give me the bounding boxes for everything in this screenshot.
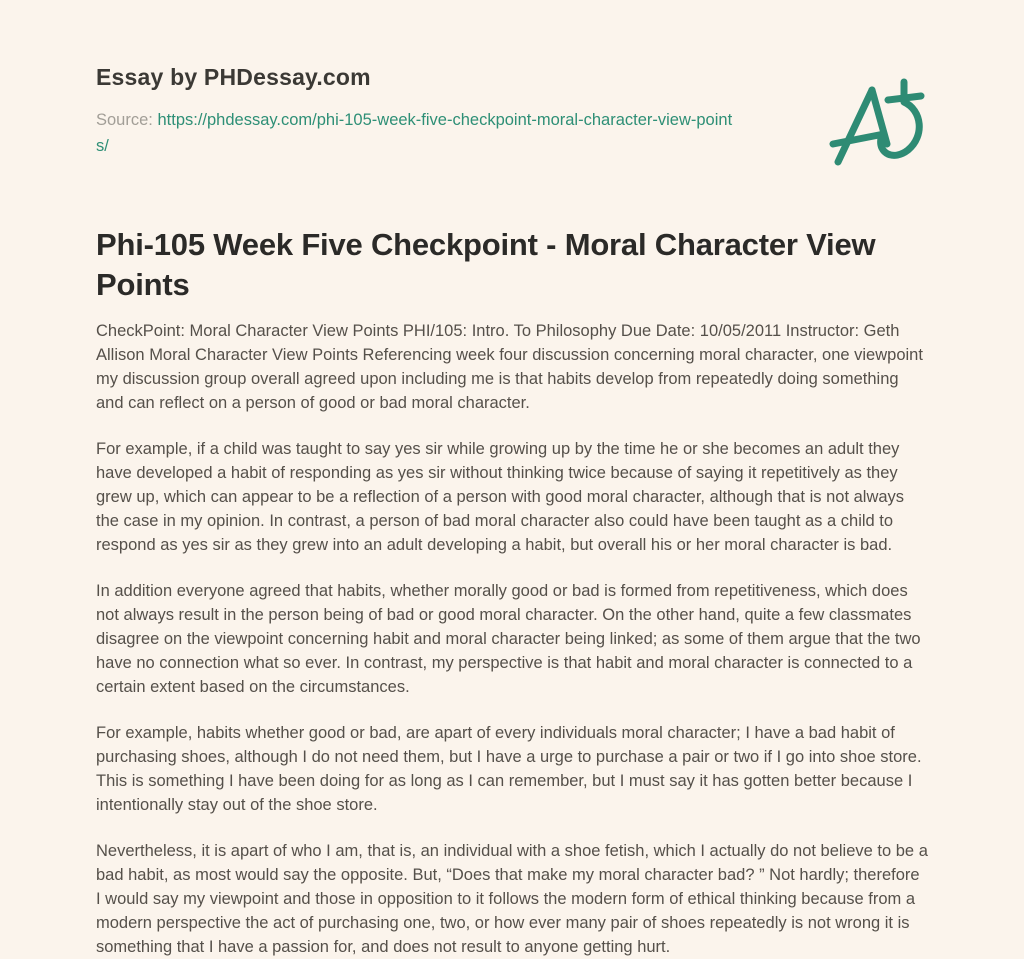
source-line (96, 107, 736, 159)
essay-paragraph: For example, if a child was taught to say yes sir while growing up by the time he or she becomes an adult they have developed a habit of responding as yes sir without thinking twice because of saying it repetitively as they grew up, which can appear to be a reflection of a person with good moral character, although that is not always the case in my opinion. In contrast, a person of bad moral character also could have been taught as a child to respond as yes sir as they grew into an adult developing a habit, but overall his or her moral character is bad. (96, 440, 905, 554)
site-header-title: Essay by PHDessay.com (96, 64, 371, 90)
essay-paragraph: Nevertheless, it is apart of who I am, that is, an individual with a shoe fetish, which I actually do not believe to be a bad habit, as most would say the opposite. But, “Does that make my moral character bad? ” Not hardly; therefore I would say my viewpoint and those in opposition to it follows the modern form of ethical thinking because from a modern perspective the act of purchasing one, two, or how ever many pair of shoes repeatedly is not wrong it is something that I have a passion for, and does not result to anyone getting hurt. (96, 842, 928, 956)
essay-paragraph: CheckPoint: Moral Character View Points PHI/105: Intro. To Philosophy Due Date: 10/05/2011 Instructor: Geth Allison Moral Character View Points Referencing week four discussion concerning moral character, one viewpoint my discussion group overall agreed upon including me is that habits develop from repeatedly doing something and can reflect on a person of good or bad moral character. (96, 322, 923, 412)
essay-title: Phi-105 Week Five Checkpoint - Moral Character View Points (96, 227, 876, 302)
phdessay-a-plus-logo-icon (824, 70, 936, 170)
source-label: Source: (96, 111, 153, 129)
essay-body (96, 319, 928, 959)
essay-paragraph: For example, habits whether good or bad, are apart of every individuals moral character; I have a bad habit of purchasing shoes, although I do not need them, but I have a urge to purchase a pair or two if I go into shoe store. This is something I have been doing for as long as I can remember, but I must say it has gotten better because I intentionally stay out of the shoe store. (96, 724, 922, 814)
essay-paragraph: In addition everyone agreed that habits, whether morally good or bad is formed from repetitiveness, which does not always result in the person being of bad or good moral character. On the other hand, quite a few classmates disagree on the viewpoint concerning habit and moral character being linked; as some of them argue that the two have no connection what so ever. In contrast, my perspective is that habit and moral character is connected to a certain extent based on the circumstances. (96, 582, 921, 696)
source-url-link[interactable]: https://phdessay.com/phi-105-week-five-checkpoint-moral-character-view-points/ (96, 111, 733, 155)
